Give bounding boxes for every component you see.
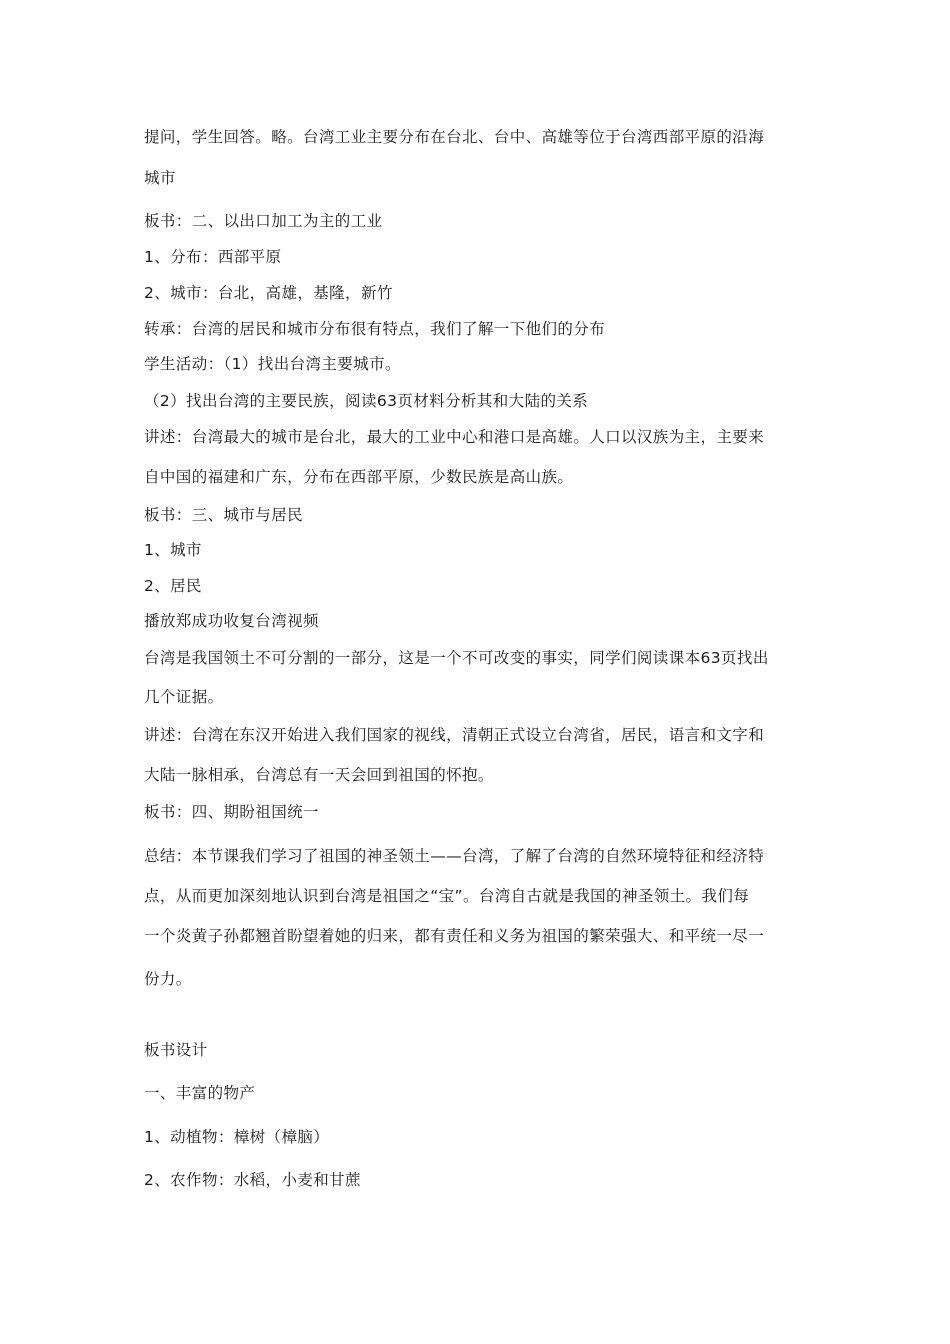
text-line: 几个证据。	[144, 688, 224, 706]
text-line: 学生活动：（1）找出台湾主要城市。	[144, 355, 401, 373]
text-line: 台湾是我国领土不可分割的一部分，这是一个不可改变的事实，同学们阅读课本63页找出	[144, 649, 769, 667]
text-line: 大陆一脉相承，台湾总有一天会回到祖国的怀抱。	[144, 766, 494, 784]
text-line: 份力。	[144, 970, 192, 988]
text-line: （2）找出台湾的主要民族，阅读63页材料分析其和大陆的关系	[144, 392, 589, 410]
text-line: 1、城市	[144, 541, 202, 559]
text-line: 2、农作物：水稻，小麦和甘蔗	[144, 1171, 361, 1189]
text-line: 一个炎黄子孙都翘首盼望着她的归来，都有责任和义务为祖国的繁荣强大、和平统一尽一	[144, 927, 765, 945]
text-line: 板书：三、城市与居民	[144, 506, 304, 524]
section-heading: 板书设计	[144, 1041, 208, 1059]
text-line: 板书：四、期盼祖国统一	[144, 803, 319, 821]
text-line: 自中国的福建和广东，分布在西部平原，少数民族是高山族。	[144, 468, 574, 486]
text-line: 总结：本节课我们学习了祖国的神圣领土——台湾，了解了台湾的自然环境特征和经济特	[144, 847, 765, 865]
text-line: 提问，学生回答。略。台湾工业主要分布在台北、台中、高雄等位于台湾西部平原的沿海	[144, 128, 765, 146]
text-line: 城市	[144, 169, 176, 187]
text-line: 讲述：台湾最大的城市是台北，最大的工业中心和港口是高雄。人口以汉族为主，主要来	[144, 428, 765, 446]
text-line: 1、动植物：樟树（樟脑）	[144, 1128, 330, 1146]
text-line: 2、城市：台北，高雄，基隆，新竹	[144, 284, 393, 302]
text-line: 点，从而更加深刻地认识到台湾是祖国之“宝”。台湾自古就是我国的神圣领土。我们每	[144, 887, 750, 905]
text-line: 板书：二、以出口加工为主的工业	[144, 212, 383, 230]
text-line: 讲述：台湾在东汉开始进入我们国家的视线，清朝正式设立台湾省，居民，语言和文字和	[144, 726, 765, 744]
text-line: 2、居民	[144, 577, 202, 595]
text-line: 1、分布：西部平原	[144, 248, 282, 266]
text-line: 一、丰富的物产	[144, 1084, 256, 1102]
text-line: 转承：台湾的居民和城市分布很有特点，我们了解一下他们的分布	[144, 320, 606, 338]
text-line: 播放郑成功收复台湾视频	[144, 612, 319, 630]
